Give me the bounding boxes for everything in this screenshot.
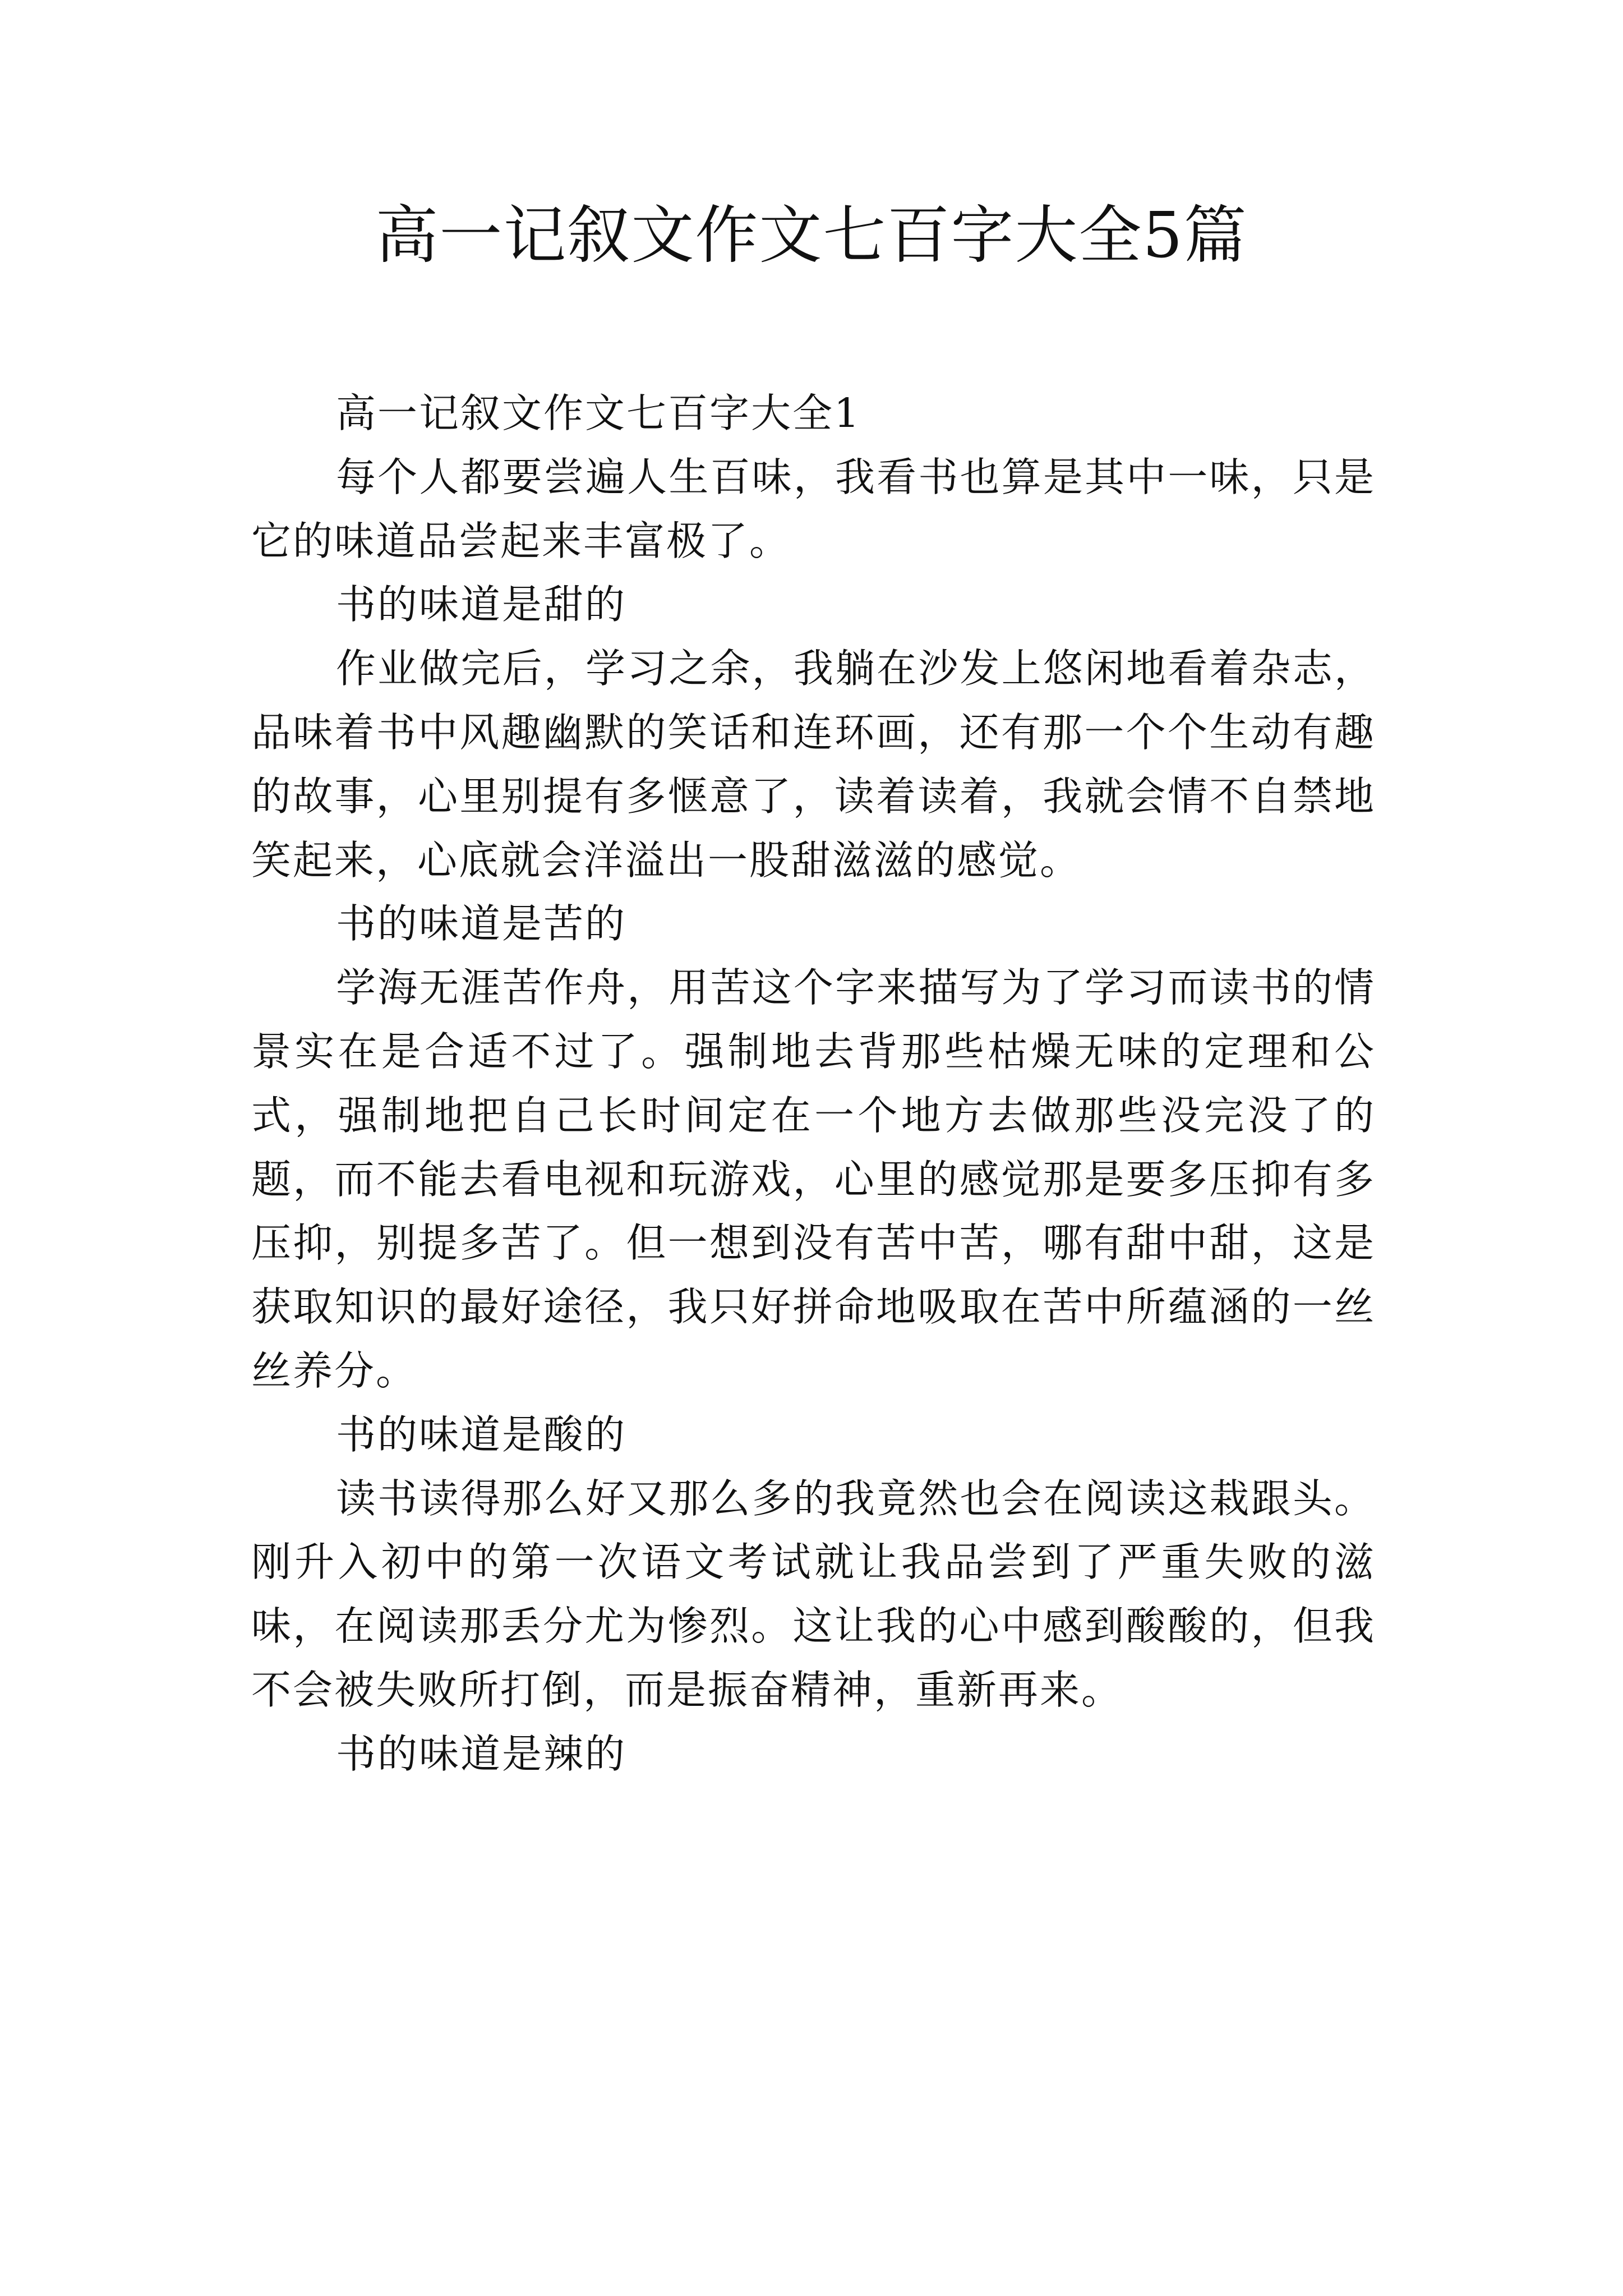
paragraph: 每个人都要尝遍人生百味，我看书也算是其中一味，只是它的味道品尝起来丰富极了。: [251, 453, 1376, 564]
document-title: 高一记叙文作文七百字大全5篇: [375, 199, 1248, 272]
subheading-sweet: 书的味道是甜的: [336, 581, 627, 628]
subheading-spicy: 书的味道是辣的: [336, 1730, 627, 1777]
section-heading: 高一记叙文作文七百字大全1: [336, 390, 861, 436]
paragraph: 作业做完后，学习之余，我躺在沙发上悠闲地看着杂志，品味着书中风趣幽默的笑话和连环画，还有那一个个生动有趣的故事，心里别提有多惬意了，读着读着，我就会情不自禁地笑起来，心底就会洋溢出一股甜滋滋的感觉。: [251, 645, 1376, 884]
paragraph: 读书读得那么好又那么多的我竟然也会在阅读这栽跟头。刚升入初中的第一次语文考试就让我品尝到了严重失败的滋味，在阅读那丢分尤为惨烈。这让我的心中感到酸酸的，但我不会被失败所打倒，而是振奋精神，重新再来。: [251, 1475, 1376, 1713]
subheading-sour: 书的味道是酸的: [336, 1411, 627, 1458]
document-body: [251, 381, 1376, 1786]
subheading-bitter: 书的味道是苦的: [336, 900, 627, 947]
paragraph: 学海无涯苦作舟，用苦这个字来描写为了学习而读书的情景实在是合适不过了。强制地去背那些枯燥无味的定理和公式，强制地把自己长时间定在一个地方去做那些没完没了的题，而不能去看电视和玩游戏，心里的感觉那是要多压抑有多压抑，别提多苦了。但一想到没有苦中苦，哪有甜中甜，这是获取知识的最好途径，我只好拼命地吸取在苦中所蕴涵的一丝丝养分。: [251, 964, 1376, 1394]
